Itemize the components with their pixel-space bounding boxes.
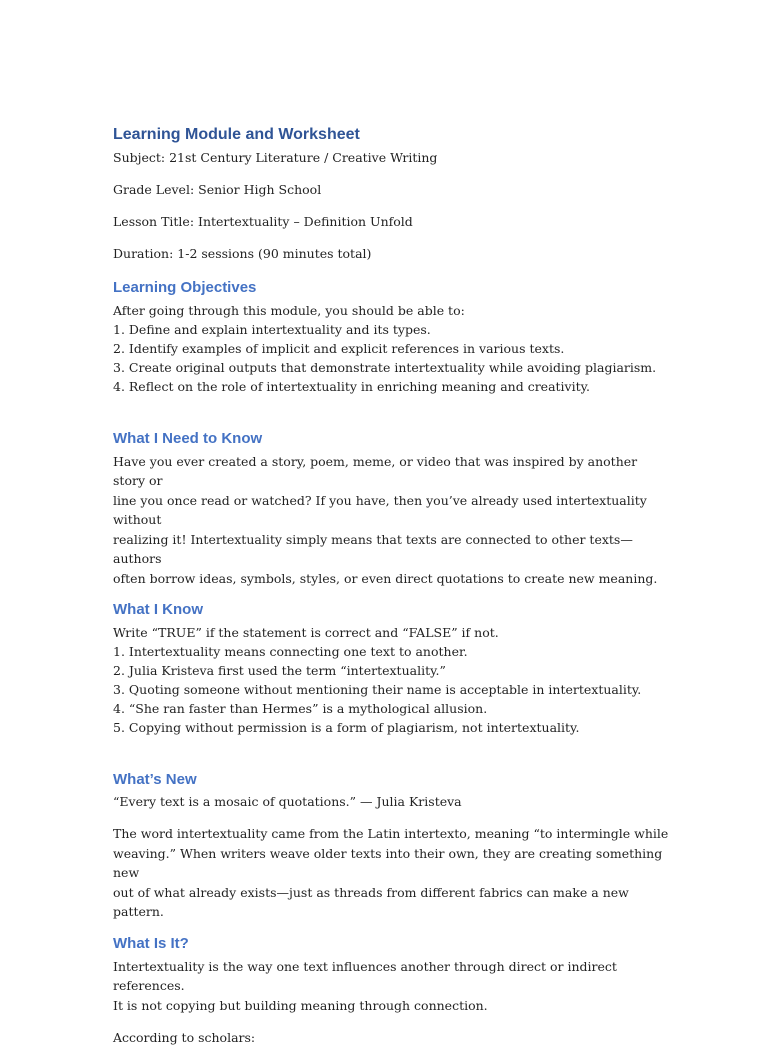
what-i-know-intro: Write “TRUE” if the statement is correct and “FALSE” if not. <box>113 623 673 642</box>
subject-line: Subject: 21st Century Literature / Creative Writing <box>113 148 673 168</box>
true-false-item: 1. Intertextuality means connecting one text to another. <box>113 642 673 661</box>
need-to-know-line: often borrow ideas, symbols, styles, or even direct quotations to create new meaning. <box>113 569 673 589</box>
whats-new-line: weaving.” When writers weave older texts into their own, they are creating something new <box>113 844 673 883</box>
whats-new-line: out of what already exists—just as threads from different fabrics can make a new pattern. <box>113 883 673 922</box>
objectives-intro: After going through this module, you should be able to: <box>113 301 673 320</box>
duration-line: Duration: 1-2 sessions (90 minutes total) <box>113 244 673 264</box>
kristeva-quote: “Every text is a mosaic of quotations.” — Julia Kristeva <box>113 792 673 812</box>
objective-item: 2. Identify examples of implicit and explicit references in various texts. <box>113 339 673 358</box>
document-page <box>113 124 673 1047</box>
need-to-know-heading: What I Need to Know <box>113 429 673 449</box>
need-to-know-line: line you once read or watched? If you have, then you’ve already used intertextuality without <box>113 491 673 530</box>
objective-item: 1. Define and explain intertextuality and its types. <box>113 320 673 339</box>
objective-item: 3. Create original outputs that demonstrate intertextuality while avoiding plagiarism. <box>113 358 673 377</box>
what-is-it-line: It is not copying but building meaning through connection. <box>113 996 673 1016</box>
need-to-know-line: realizing it! Intertextuality simply means that texts are connected to other texts—authors <box>113 530 673 569</box>
need-to-know-line: Have you ever created a story, poem, meme, or video that was inspired by another story or <box>113 452 673 491</box>
true-false-item: 4. “She ran faster than Hermes” is a mythological allusion. <box>113 699 673 718</box>
document-title: Learning Module and Worksheet <box>113 124 673 146</box>
scholars-line: According to scholars: <box>113 1028 673 1047</box>
true-false-item: 3. Quoting someone without mentioning their name is acceptable in intertextuality. <box>113 680 673 699</box>
what-i-know-heading: What I Know <box>113 600 673 620</box>
what-is-it-heading: What Is It? <box>113 934 673 954</box>
true-false-item: 5. Copying without permission is a form of plagiarism, not intertextuality. <box>113 718 673 737</box>
grade-line: Grade Level: Senior High School <box>113 180 673 200</box>
objectives-heading: Learning Objectives <box>113 278 673 298</box>
what-is-it-line: Intertextuality is the way one text influences another through direct or indirect references. <box>113 957 673 996</box>
whats-new-heading: What’s New <box>113 770 673 790</box>
true-false-item: 2. Julia Kristeva first used the term “intertextuality.” <box>113 661 673 680</box>
whats-new-line: The word intertextuality came from the Latin intertexto, meaning “to intermingle while <box>113 824 673 844</box>
objective-item: 4. Reflect on the role of intertextuality in enriching meaning and creativity. <box>113 377 673 396</box>
lesson-title-line: Lesson Title: Intertextuality – Definition Unfold <box>113 212 673 232</box>
